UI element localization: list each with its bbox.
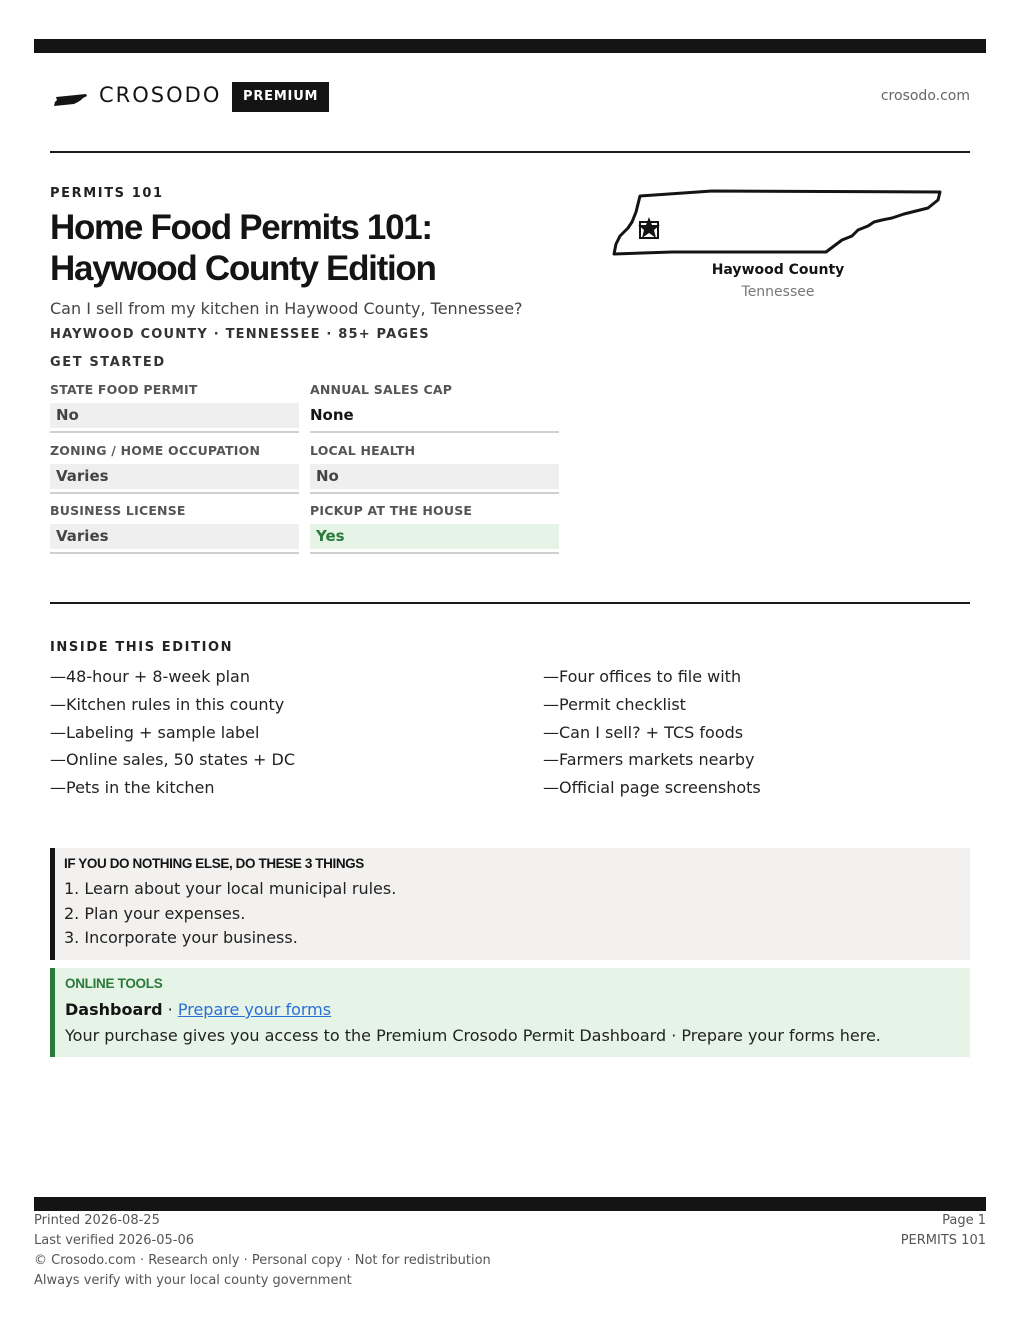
tools-description: Your purchase gives you access to the Premium Crosodo Permit Dashboard · Prepare your forms here. [65, 1026, 881, 1045]
toc-item: —Pets in the kitchen [50, 778, 215, 798]
copyright: © Crosodo.com · Research only · Personal copy · Not for redistribution [34, 1253, 491, 1268]
toc-right [543, 666, 761, 805]
title-line-2: Haywood County Edition [50, 249, 436, 288]
inside-heading: INSIDE THIS EDITION [50, 640, 234, 655]
fact-value: Varies [50, 524, 299, 549]
toc-item: —Official page screenshots [543, 778, 761, 798]
footer-left [34, 1211, 491, 1291]
fact-state-food-permit [50, 382, 299, 434]
fact-business-license [50, 503, 299, 555]
brand-name[interactable]: CROSODO [99, 83, 222, 107]
fact-value: No [310, 464, 559, 489]
tennessee-state-silhouette-icon [54, 91, 88, 110]
fact-value: Varies [50, 464, 299, 489]
fact-annual-sales-cap [310, 382, 559, 434]
fact-divider [310, 492, 559, 494]
toc-item: —Can I sell? + TCS foods [543, 722, 744, 742]
callout-step: 3. Incorporate your business. [64, 928, 298, 947]
title-line-1: Home Food Permits 101: [50, 208, 432, 247]
footer-right [901, 1211, 986, 1251]
callout-steps [64, 878, 396, 952]
fact-zoning [50, 443, 299, 495]
fact-value: None [310, 406, 354, 424]
toc-item: —Labeling + sample label [50, 722, 260, 742]
kicker: PERMITS 101 [50, 186, 164, 201]
toc-item: —Permit checklist [543, 694, 686, 714]
site-url[interactable]: crosodo.com [880, 88, 970, 104]
get-started-heading: GET STARTED [50, 355, 166, 370]
header [50, 80, 970, 114]
footer-section: PERMITS 101 [900, 1233, 986, 1248]
callout-step: 1. Learn about your local municipal rules. [64, 879, 397, 898]
fact-value: Yes [310, 524, 559, 549]
tennessee-outline [614, 191, 940, 254]
edition-meta: HAYWOOD COUNTY · TENNESSEE · 85+ PAGES [50, 327, 430, 342]
verified-date: Last verified 2026-05-06 [34, 1233, 194, 1248]
verify-advice: Always verify with your local county government [34, 1273, 352, 1288]
fact-divider [50, 552, 299, 554]
footer-bar [34, 1197, 986, 1211]
fact-label: STATE FOOD PERMIT [50, 382, 198, 397]
top-bar [34, 39, 986, 53]
map-county-label: Haywood County [711, 262, 845, 278]
callout-heading: IF YOU DO NOTHING ELSE, DO THESE 3 THINGS [64, 856, 364, 871]
fact-label: ZONING / HOME OCCUPATION [50, 443, 261, 458]
fact-divider [50, 492, 299, 494]
fact-local-health [310, 443, 559, 495]
fact-pickup [310, 503, 559, 555]
toc-item: —Four offices to file with [543, 667, 742, 686]
fact-label: BUSINESS LICENSE [50, 503, 186, 518]
toc-item: —48-hour + 8-week plan [50, 667, 250, 686]
fact-divider [310, 431, 559, 433]
toc-item: —Kitchen rules in this county [50, 694, 285, 714]
premium-badge: PREMIUM [232, 82, 329, 112]
callout-step: 2. Plan your expenses. [64, 903, 246, 923]
fact-label: ANNUAL SALES CAP [310, 382, 453, 397]
header-divider [50, 151, 970, 153]
printed-date: Printed 2026-08-25 [34, 1213, 160, 1228]
fact-divider [50, 431, 299, 433]
toc-item: —Online sales, 50 states + DC [50, 750, 296, 770]
state-map [612, 186, 944, 262]
dashboard-label: Dashboard [65, 1000, 163, 1019]
page-title [50, 207, 590, 289]
online-tools-box [50, 968, 970, 1057]
tools-line [65, 1000, 331, 1019]
toc-left [50, 666, 295, 805]
section-divider [50, 602, 970, 604]
map-state-label: Tennessee [741, 284, 815, 300]
toc-item: —Farmers markets nearby [543, 750, 755, 770]
subtitle: Can I sell from my kitchen in Haywood County, Tennessee? [50, 299, 523, 318]
fact-divider [310, 552, 559, 554]
fact-value: No [50, 403, 299, 428]
fact-label: LOCAL HEALTH [310, 443, 416, 458]
callout-box [50, 848, 970, 960]
fact-label: PICKUP AT THE HOUSE [310, 503, 473, 518]
prepare-forms-link[interactable]: Prepare your forms [177, 1000, 332, 1019]
tools-separator: · [162, 1000, 178, 1019]
online-tools-heading: ONLINE TOOLS [65, 976, 163, 991]
page-number: Page 1 [942, 1213, 986, 1228]
